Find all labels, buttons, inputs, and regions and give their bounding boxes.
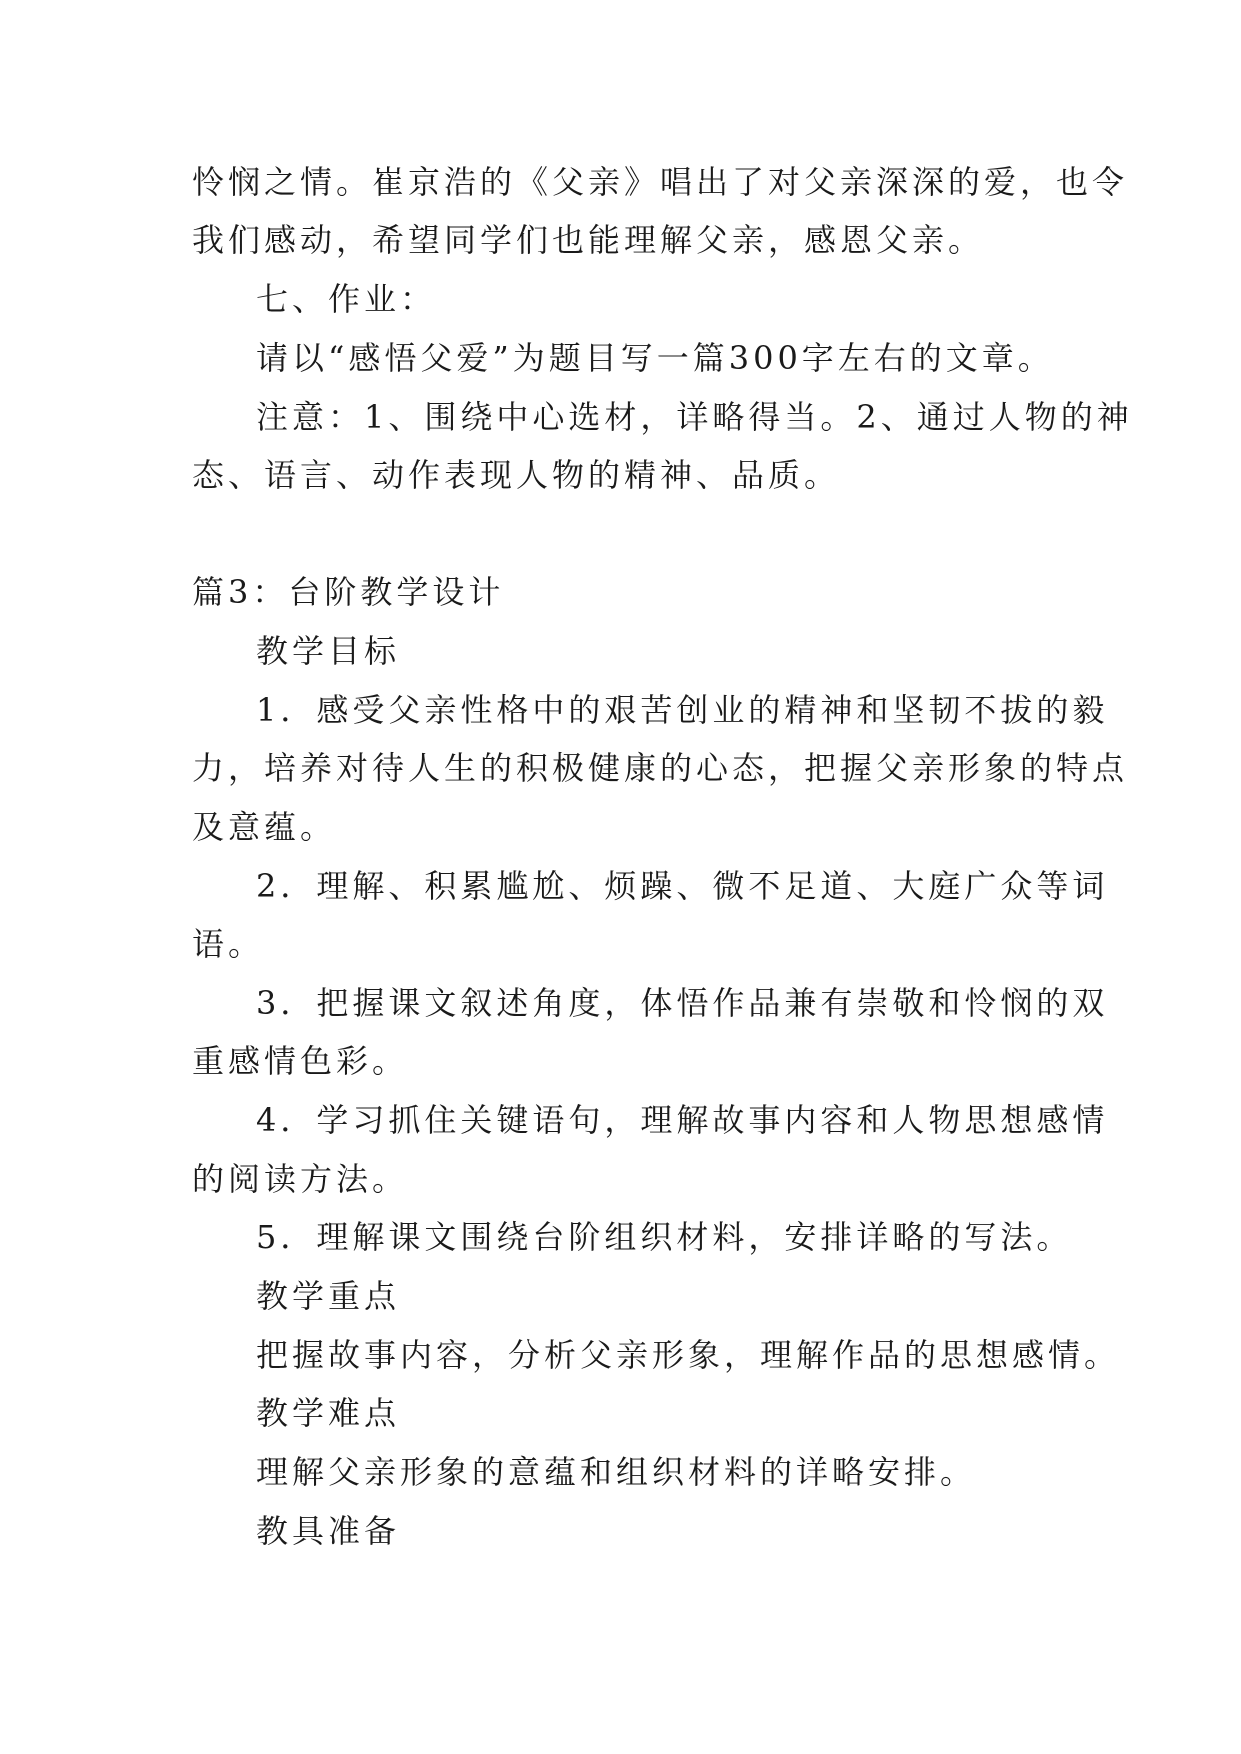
text-line: 力，培养对待人生的积极健康的心态，把握父亲形象的特点 (192, 749, 1129, 787)
text-line: 1．感受父亲性格中的艰苦创业的精神和坚韧不拔的毅 (256, 691, 1109, 729)
text-line: 注意：1、围绕中心选材，详略得当。2、通过人物的神 (256, 398, 1133, 436)
text-line: 请以“感悟父爱”为题目写一篇300字左右的文章。 (256, 339, 1054, 377)
text-line: 把握故事内容，分析父亲形象，理解作品的思想感情。 (256, 1336, 1121, 1374)
section-heading: 教学重点 (256, 1277, 401, 1315)
text-line: 我们感动，希望同学们也能理解父亲，感恩父亲。 (192, 221, 985, 259)
section-heading: 教学目标 (256, 632, 401, 670)
section-heading: 教具准备 (256, 1512, 401, 1550)
text-line: 4．学习抓住关键语句，理解故事内容和人物思想感情 (256, 1101, 1109, 1139)
text-line: 及意蕴。 (192, 808, 337, 846)
section-heading: 七、作业： (256, 280, 437, 318)
text-line: 重感情色彩。 (192, 1042, 409, 1080)
text-line: 怜悯之情。崔京浩的《父亲》唱出了对父亲深深的爱，也令 (192, 163, 1129, 201)
text-line: 态、语言、动作表现人物的精神、品质。 (192, 456, 841, 494)
article-title: 篇3：台阶教学设计 (192, 573, 505, 611)
text-line: 3．把握课文叙述角度，体悟作品兼有崇敬和怜悯的双 (256, 984, 1109, 1022)
text-line: 的阅读方法。 (192, 1160, 409, 1198)
section-heading: 教学难点 (256, 1394, 401, 1432)
text-line: 理解父亲形象的意蕴和组织材料的详略安排。 (256, 1453, 977, 1491)
text-line: 5．理解课文围绕台阶组织材料，安排详略的写法。 (256, 1218, 1073, 1256)
text-line: 语。 (192, 925, 265, 963)
text-line: 2．理解、积累尴尬、烦躁、微不足道、大庭广众等词 (256, 867, 1109, 905)
